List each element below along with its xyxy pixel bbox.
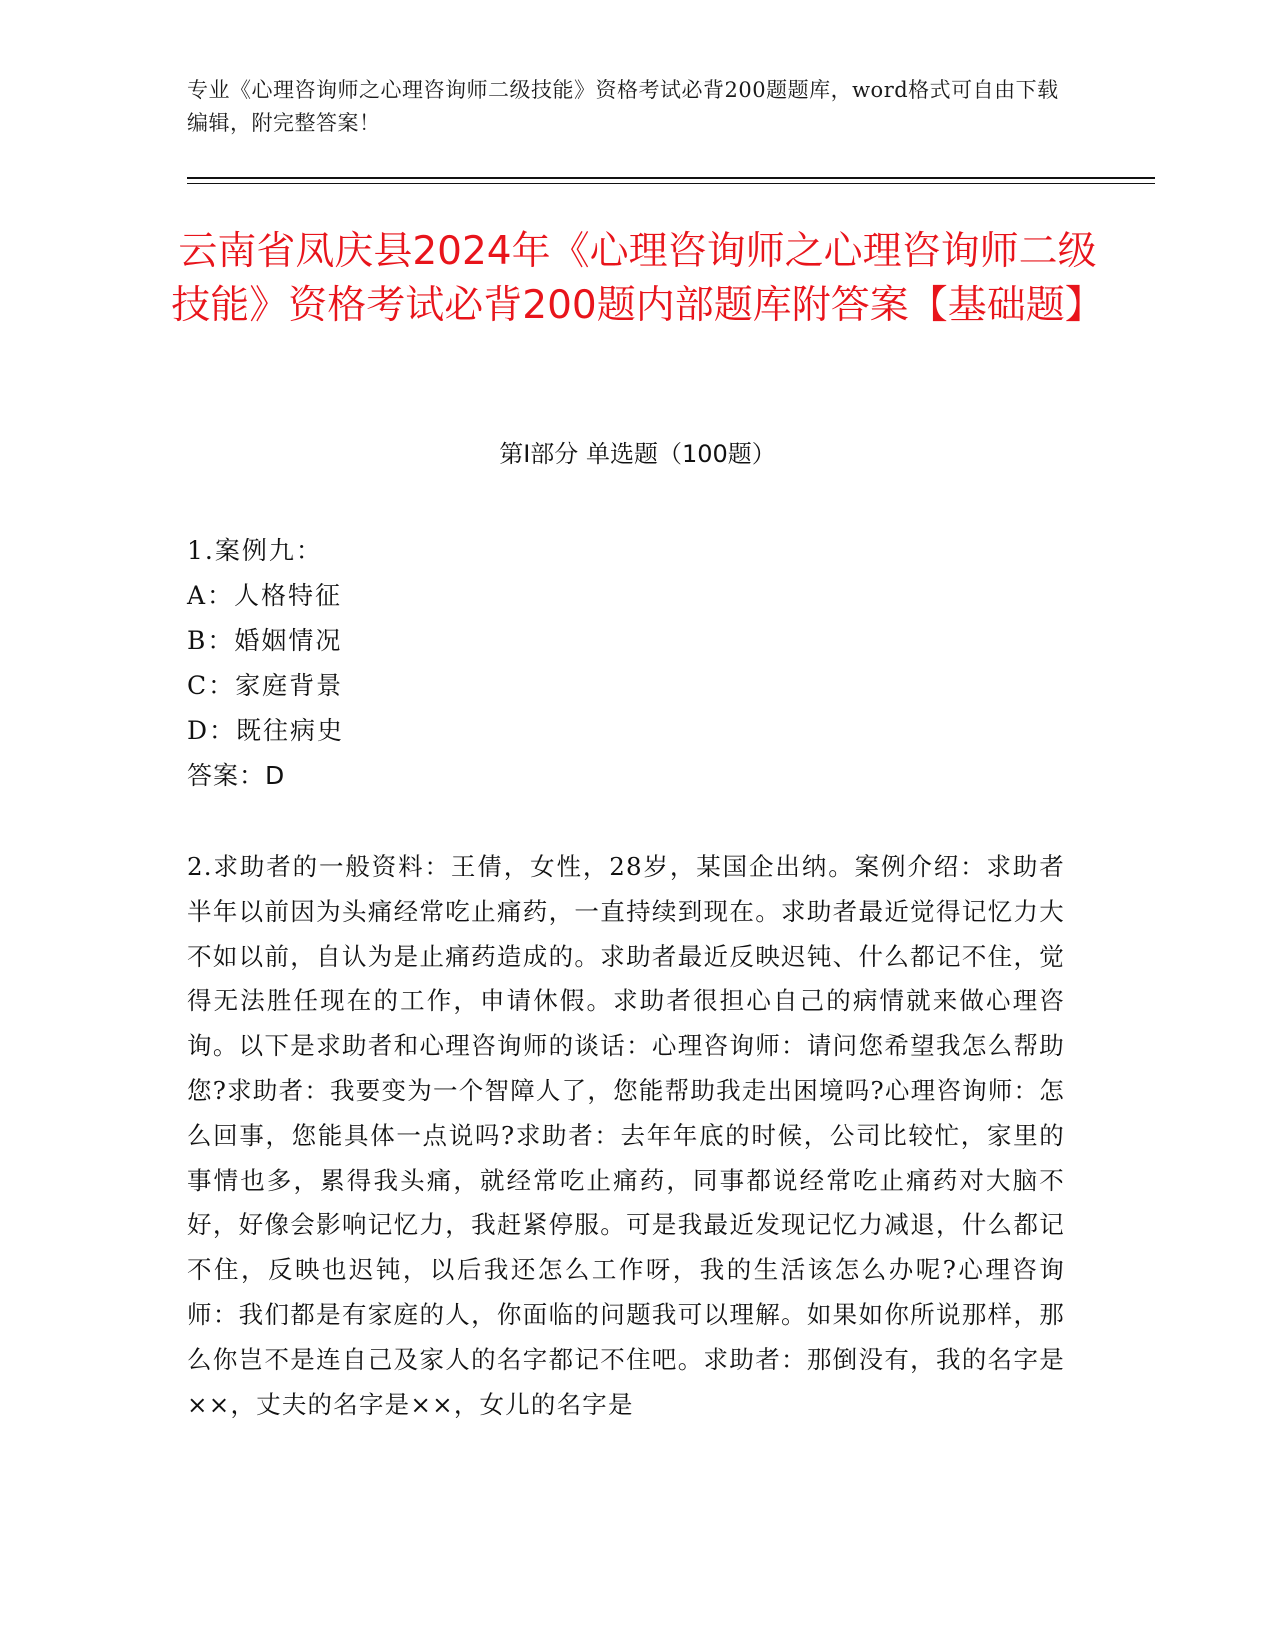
header-divider-thin [187, 183, 1155, 184]
option-d: D：既往病史 [187, 716, 345, 745]
answer-line: 答案：D [187, 761, 286, 790]
document-title: 云南省凤庆县2024年《心理咨询师之心理咨询师二级技能》资格考试必背200题内部题库附答案【基础题】 [171, 229, 1104, 328]
question-stem: 1.案例九： [187, 536, 323, 565]
option-b: B：婚姻情况 [187, 626, 343, 655]
question-2: 2.求助者的一般资料：王倩，女性，28岁，某国企出纳。案例介绍：求助者半年以前因为头痛经常吃止痛药，一直持续到现在。求助者最近觉得记忆力大不如以前，自认为是止痛药造成的。求助者最近反映迟钝、什么都记不住，觉得无法胜任现在的工作，申请休假。求助者很担心自己的病情就来做心理咨询。以下是求助者和心理咨询师的谈话：心理咨询师：请问您希望我怎么帮助您?求助者：我要变为一个智障人了，您能帮助我走出困境吗?心理咨询师：怎么回事，您能具体一点说吗?求助者：去年年底的时候，公司比较忙，家里的事情也多，累得我头痛，就经常吃止痛药，同事都说经常吃止痛药对大脑不好，好像会影响记忆力，我赶紧停服。可是我最近发现记忆力减退，什么都记不住，反映也迟钝，以后我还怎么工作呀，我的生活该怎么办呢?心理咨询师：我们都是有家庭的人，你面临的问题我可以理解。如果如你所说那样，那么你岂不是连自己及家人的名字都记不住吧。求助者：那倒没有，我的名字是××，丈夫的名字是××，女儿的名字是 [187, 852, 1065, 1419]
option-a: A：人格特征 [187, 581, 343, 610]
header-note: 专业《心理咨询师之心理咨询师二级技能》资格考试必背200题题库，word格式可自由下载编辑，附完整答案！ [187, 78, 1059, 135]
section-heading: 第Ⅰ部分 单选题（100题） [499, 440, 776, 468]
header-divider-thick [187, 177, 1155, 179]
question-1 [187, 528, 1067, 798]
option-c: C：家庭背景 [187, 671, 344, 700]
